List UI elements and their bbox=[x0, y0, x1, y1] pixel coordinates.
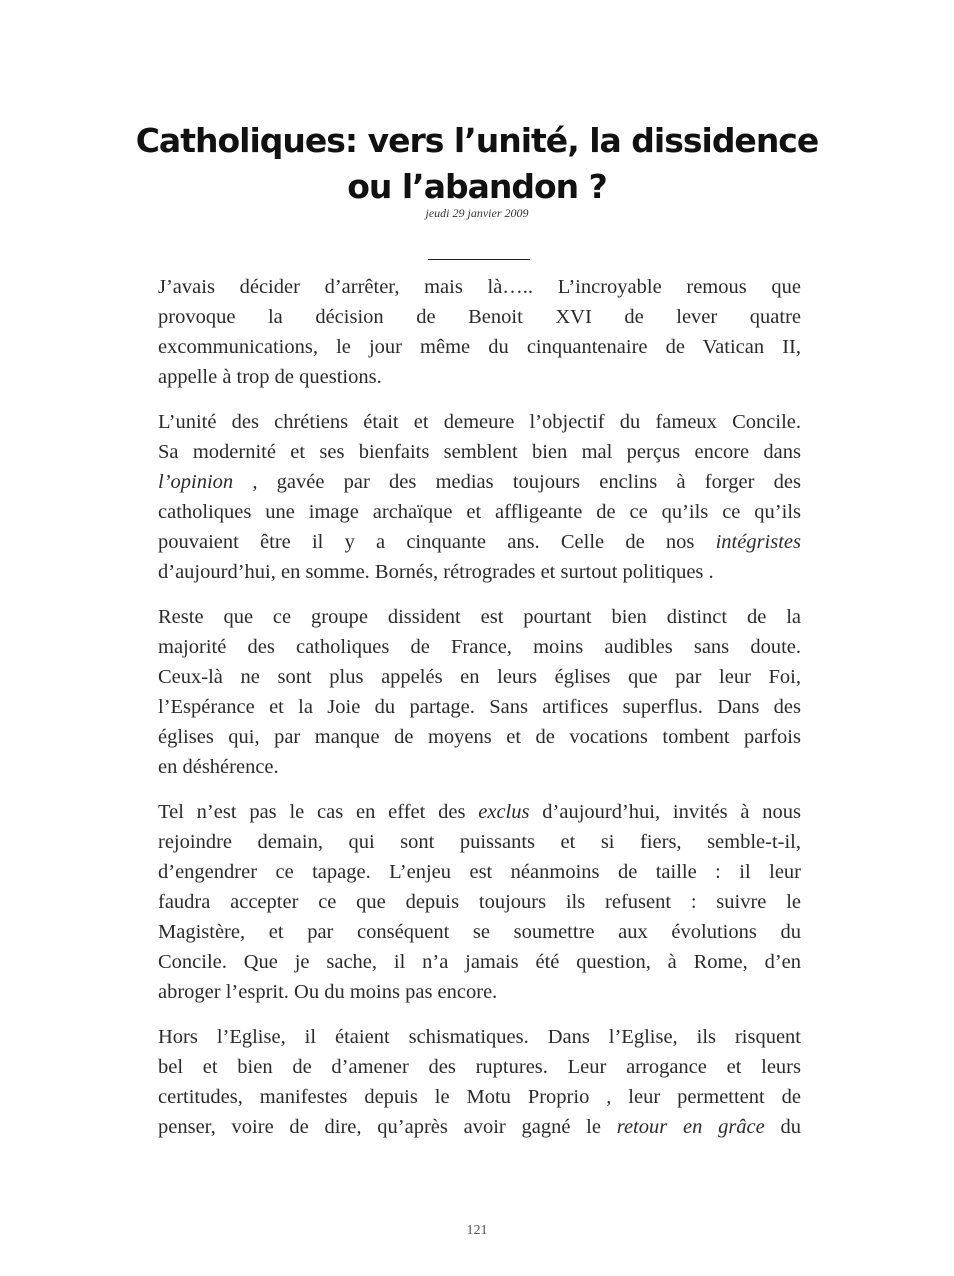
text-run: L’unité des chrétiens était et demeure l’objectif du fameux Concile. bbox=[158, 411, 801, 433]
text-line bbox=[158, 752, 801, 782]
text-line bbox=[158, 977, 801, 1007]
text-run: d’aujourd’hui, en somme. Bornés, rétrogrades et surtout politiques . bbox=[158, 561, 714, 583]
text-line bbox=[158, 797, 801, 827]
text-line bbox=[158, 1082, 801, 1112]
text-line bbox=[158, 662, 801, 692]
paragraph bbox=[158, 1022, 801, 1142]
text-line bbox=[158, 1022, 801, 1052]
text-line bbox=[158, 632, 801, 662]
text-line bbox=[158, 437, 801, 467]
paragraph bbox=[158, 272, 801, 392]
text-line bbox=[158, 917, 801, 947]
italic-text: l’opinion bbox=[158, 471, 234, 493]
text-run: rejoindre demain, qui sont puissants et si fiers, semble-t-il, bbox=[158, 831, 801, 853]
text-line bbox=[158, 467, 801, 497]
text-line bbox=[158, 1112, 801, 1142]
text-line bbox=[158, 527, 801, 557]
text-run: Concile. Que je sache, il n’a jamais été question, à Rome, d’en bbox=[158, 951, 801, 973]
text-line bbox=[158, 557, 801, 587]
text-line bbox=[158, 332, 801, 362]
text-run: du bbox=[764, 1116, 802, 1138]
text-line bbox=[158, 497, 801, 527]
italic-text: exclus bbox=[478, 801, 530, 823]
text-line bbox=[158, 692, 801, 722]
text-line bbox=[158, 302, 801, 332]
paragraph bbox=[158, 602, 801, 782]
text-run: provoque la décision de Benoit XVI de lever quatre bbox=[158, 306, 801, 328]
text-run: Reste que ce groupe dissident est pourtant bien distinct de la bbox=[158, 606, 801, 628]
text-line bbox=[158, 1052, 801, 1082]
text-run: Tel n’est pas le cas en effet des bbox=[158, 801, 479, 823]
text-run: , gavée par des medias toujours enclins à forger des bbox=[233, 471, 801, 493]
title-line: Catholiques: vers l’unité, la dissidence bbox=[135, 121, 819, 160]
text-run: faudra accepter ce que depuis toujours ils refusent : suivre le bbox=[158, 891, 801, 913]
text-run: appelle à trop de questions. bbox=[158, 366, 382, 388]
paragraph bbox=[158, 407, 801, 587]
text-run: églises qui, par manque de moyens et de vocations tombent parfois bbox=[158, 726, 801, 748]
text-line bbox=[158, 272, 801, 302]
text-run: penser, voire de dire, qu’après avoir gagné le bbox=[158, 1116, 617, 1138]
text-run: abroger l’esprit. Ou du moins pas encore. bbox=[158, 981, 498, 1003]
text-run: l’Espérance et la Joie du partage. Sans artifices superflus. Dans des bbox=[158, 696, 801, 718]
text-run: J’avais décider d’arrêter, mais là….. L’incroyable remous que bbox=[158, 276, 801, 298]
text-run: Magistère, et par conséquent se soumettre aux évolutions du bbox=[158, 921, 801, 943]
page-number: 121 bbox=[466, 1223, 488, 1238]
text-line bbox=[158, 857, 801, 887]
title-line: ou l’abandon ? bbox=[347, 167, 607, 206]
text-line bbox=[158, 722, 801, 752]
article-title bbox=[0, 118, 954, 210]
text-run: excommunications, le jour même du cinquantenaire de Vatican II, bbox=[158, 336, 801, 358]
text-run: d’aujourd’hui, invités à nous bbox=[529, 801, 801, 823]
text-line bbox=[158, 887, 801, 917]
text-line bbox=[158, 602, 801, 632]
article-date: jeudi 29 janvier 2009 bbox=[425, 206, 529, 220]
text-run: en déshérence. bbox=[158, 756, 279, 778]
italic-text: intégristes bbox=[715, 531, 801, 553]
separator-rule bbox=[428, 259, 530, 260]
text-run: Sa modernité et ses bienfaits semblent bien mal perçus encore dans bbox=[158, 441, 801, 463]
text-line bbox=[158, 827, 801, 857]
text-run: certitudes, manifestes depuis le Motu Proprio , leur permettent de bbox=[158, 1086, 801, 1108]
text-run: d’engendrer ce tapage. L’enjeu est néanmoins de taille : il leur bbox=[158, 861, 801, 883]
italic-text: retour en grâce bbox=[616, 1116, 765, 1138]
text-run: majorité des catholiques de France, moins audibles sans doute. bbox=[158, 636, 801, 658]
text-line bbox=[158, 947, 801, 977]
text-line bbox=[158, 362, 801, 392]
text-run: bel et bien de d’amener des ruptures. Leur arrogance et leurs bbox=[158, 1056, 801, 1078]
text-run: catholiques une image archaïque et affligeante de ce qu’ils ce qu’ils bbox=[158, 501, 801, 523]
text-run: Hors l’Eglise, il étaient schismatiques. Dans l’Eglise, ils risquent bbox=[158, 1026, 801, 1048]
text-line bbox=[158, 407, 801, 437]
text-run: Ceux-là ne sont plus appelés en leurs églises que par leur Foi, bbox=[158, 666, 801, 688]
text-run: pouvaient être il y a cinquante ans. Celle de nos bbox=[158, 531, 716, 553]
paragraph bbox=[158, 797, 801, 1007]
article-body bbox=[158, 272, 801, 1157]
